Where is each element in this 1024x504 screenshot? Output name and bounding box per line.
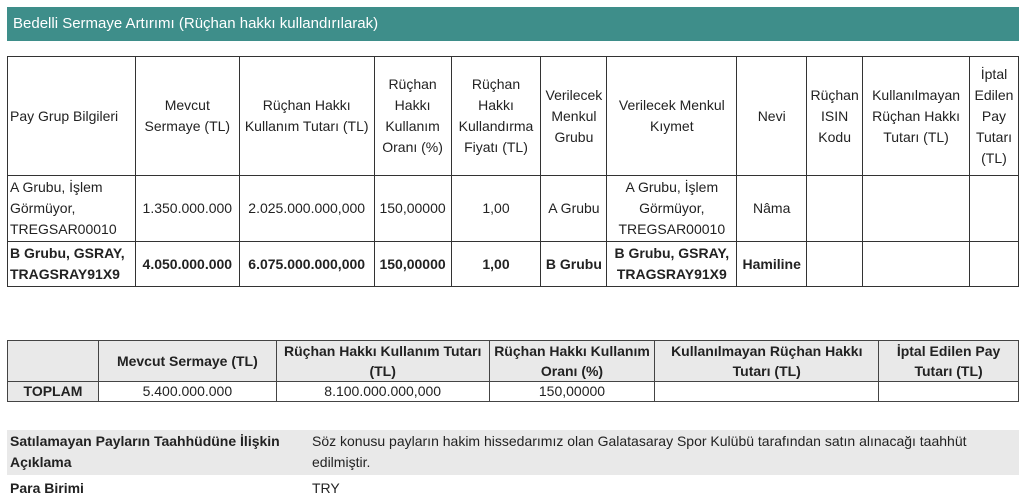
table-cell: A Grubu, İşlem Görmüyor, TREGSAR00010 bbox=[607, 176, 737, 242]
unsold-shares-row bbox=[7, 430, 1019, 475]
table-cell bbox=[863, 242, 970, 287]
table-cell: 150,00000 bbox=[374, 176, 451, 242]
table-cell: 6.075.000.000,000 bbox=[239, 242, 374, 287]
column-header: Rüçhan Hakkı Kullanım Oranı (%) bbox=[489, 341, 655, 382]
column-header: İptal Edilen Pay Tutarı (TL) bbox=[879, 341, 1019, 382]
table-cell: 1,00 bbox=[451, 242, 541, 287]
table-header-row bbox=[8, 57, 1019, 176]
table-header-row bbox=[8, 341, 1019, 382]
section-header: Bedelli Sermaye Artırımı (Rüçhan hakkı kullandırılarak) bbox=[7, 7, 1019, 41]
column-header: İptal Edilen Pay Tutarı (TL) bbox=[969, 57, 1018, 176]
column-header: Nevi bbox=[737, 57, 807, 176]
table-cell bbox=[969, 242, 1018, 287]
table-cell: 150,00000 bbox=[489, 382, 655, 402]
table-cell: 4.050.000.000 bbox=[135, 242, 239, 287]
table-cell bbox=[807, 176, 863, 242]
total-row bbox=[8, 382, 1019, 402]
share-group-table bbox=[7, 56, 1019, 287]
table-cell: A Grubu, İşlem Görmüyor, TREGSAR00010 bbox=[8, 176, 136, 242]
column-header: Verilecek Menkul Grubu bbox=[541, 57, 607, 176]
column-header: Mevcut Sermaye (TL) bbox=[98, 341, 276, 382]
column-header: Rüçhan Hakkı Kullanım Tutarı (TL) bbox=[239, 57, 374, 176]
table-cell: 5.400.000.000 bbox=[98, 382, 276, 402]
table-cell: 150,00000 bbox=[374, 242, 451, 287]
column-header: Kullanılmayan Rüçhan Hakkı Tutarı (TL) bbox=[863, 57, 970, 176]
column-header: Rüçhan Hakkı Kullanım Oranı (%) bbox=[374, 57, 451, 176]
field-value: Söz konusu payların hakim hissedarımız olan Galatasaray Spor Kulübü tarafından satın alınacağı taahhüt edilmiştir. bbox=[312, 433, 967, 470]
table-cell: 2.025.000.000,000 bbox=[239, 176, 374, 242]
table-row bbox=[8, 242, 1019, 287]
column-header bbox=[8, 341, 99, 382]
table-cell bbox=[969, 176, 1018, 242]
field-value: TRY bbox=[312, 480, 340, 496]
currency-row bbox=[7, 478, 1019, 500]
row-label: TOPLAM bbox=[8, 382, 99, 402]
column-header: Rüçhan Hakkı Kullandırma Fiyatı (TL) bbox=[451, 57, 541, 176]
column-header: Mevcut Sermaye (TL) bbox=[135, 57, 239, 176]
table-cell bbox=[655, 382, 879, 402]
table-cell: 1,00 bbox=[451, 176, 541, 242]
field-label: Satılamayan Payların Taahhüdüne İlişkin Açıklama bbox=[10, 433, 280, 470]
table-cell: A Grubu bbox=[541, 176, 607, 242]
table-cell bbox=[879, 382, 1019, 402]
table-row bbox=[8, 176, 1019, 242]
table-cell: B Grubu, GSRAY, TRAGSRAY91X9 bbox=[8, 242, 136, 287]
column-header: Pay Grup Bilgileri bbox=[8, 57, 136, 176]
column-header: Verilecek Menkul Kıymet bbox=[607, 57, 737, 176]
table-cell: Nâma bbox=[737, 176, 807, 242]
table-cell: 8.100.000.000,000 bbox=[276, 382, 489, 402]
table-cell bbox=[807, 242, 863, 287]
total-table bbox=[7, 340, 1019, 402]
column-header: Rüçhan ISIN Kodu bbox=[807, 57, 863, 176]
table-cell: B Grubu, GSRAY, TRAGSRAY91X9 bbox=[607, 242, 737, 287]
table-cell: 1.350.000.000 bbox=[135, 176, 239, 242]
column-header: Rüçhan Hakkı Kullanım Tutarı (TL) bbox=[276, 341, 489, 382]
field-label: Para Birimi bbox=[10, 480, 84, 496]
column-header: Kullanılmayan Rüçhan Hakkı Tutarı (TL) bbox=[655, 341, 879, 382]
table-cell: Hamiline bbox=[737, 242, 807, 287]
table-cell: B Grubu bbox=[541, 242, 607, 287]
table-cell bbox=[863, 176, 970, 242]
